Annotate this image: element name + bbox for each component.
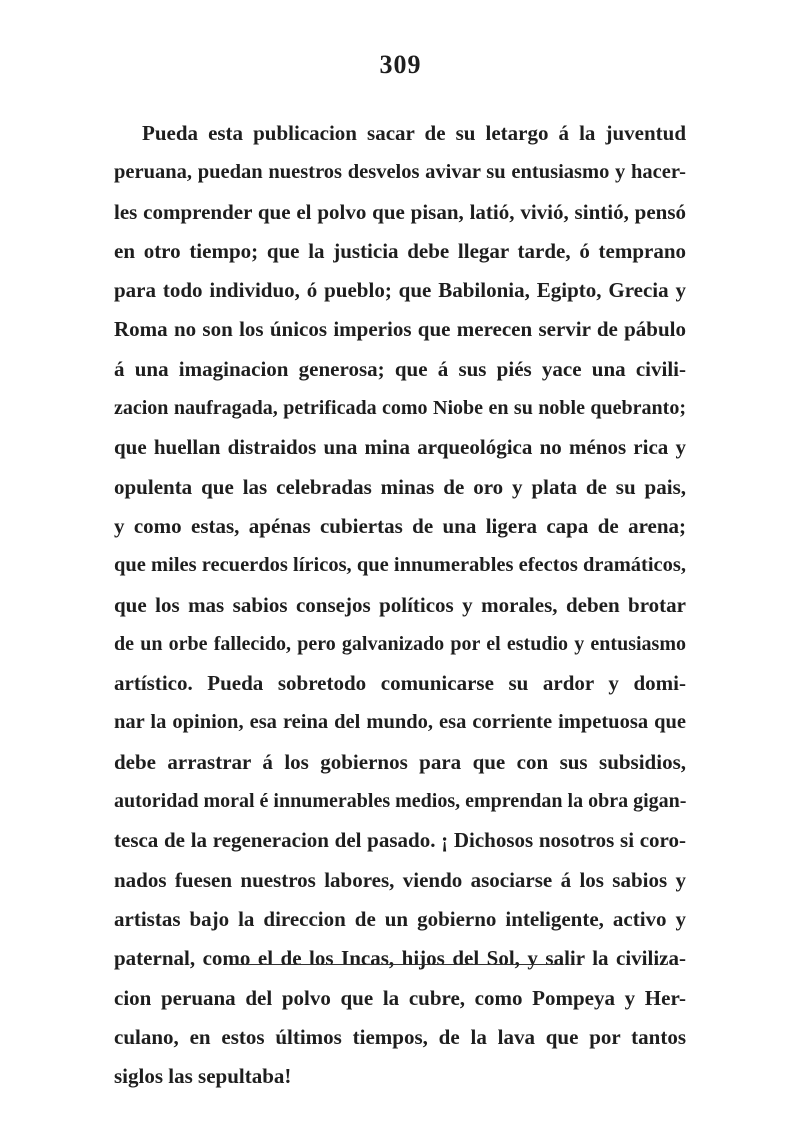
text-line: autoridad moral é innumerables medios, emprendan la obra gigan- [114, 790, 686, 813]
text-line: que miles recuerdos líricos, que innumerables efectos dramáticos, [114, 554, 686, 577]
text-line: Pueda esta publicacion sacar de su letargo á la juventud [142, 121, 686, 145]
text-line: les comprender que el polvo que pisan, latió, vivió, sintió, pensó [114, 199, 686, 224]
text-line: paternal, como el de los Incas, hijos del Sol, y salir la civiliza- [114, 946, 686, 971]
text-line: que los mas sabios consejos políticos y morales, deben brotar [114, 592, 686, 617]
text-line: artístico. Pueda sobretodo comunicarse su ardor y domi- [114, 671, 686, 696]
text-line: en otro tiempo; que la justicia debe llegar tarde, ó temprano [114, 238, 686, 263]
text-line: siglos las sepultaba! [114, 1064, 292, 1089]
text-line: nar la opinion, esa reina del mundo, esa corriente impetuosa que [114, 711, 686, 734]
text-line: Roma no son los únicos imperios que merecen servir de pábulo [114, 317, 686, 342]
body-paragraph [114, 114, 686, 1096]
text-line: zacion naufragada, petrificada como Niobe en su noble quebranto; [114, 397, 686, 420]
text-line: artistas bajo la direccion de un gobierno inteligente, activo y [114, 906, 686, 931]
page-number: 309 [379, 50, 422, 79]
text-line: tesca de la regeneracion del pasado. ¡ Dichosos nosotros si coro- [114, 828, 686, 853]
text-line: debe arrastrar á los gobiernos para que con sus subsidios, [114, 749, 686, 774]
text-line: que huellan distraidos una mina arqueológica no ménos rica y [114, 435, 686, 460]
text-line: nados fuesen nuestros labores, viendo asociarse á los sabios y [114, 867, 686, 892]
text-line: y como estas, apénas cubiertas de una ligera capa de arena; [114, 513, 686, 538]
text-line: cion peruana del polvo que la cubre, como Pompeya y Her- [114, 985, 686, 1010]
text-line: para todo individuo, ó pueblo; que Babilonia, Egipto, Grecia y [114, 278, 686, 303]
text-line: á una imaginacion generosa; que á sus piés yace una civili- [114, 356, 686, 381]
text-line: peruana, puedan nuestros desvelos avivar su entusiasmo y hacer- [114, 161, 686, 184]
text-line: culano, en estos últimos tiempos, de la lava que por tantos [114, 1024, 686, 1049]
section-divider [233, 964, 560, 965]
text-line: de un orbe fallecido, pero galvanizado por el estudio y entusiasmo [114, 632, 686, 655]
text-line: opulenta que las celebradas minas de oro y plata de su pais, [114, 474, 686, 499]
